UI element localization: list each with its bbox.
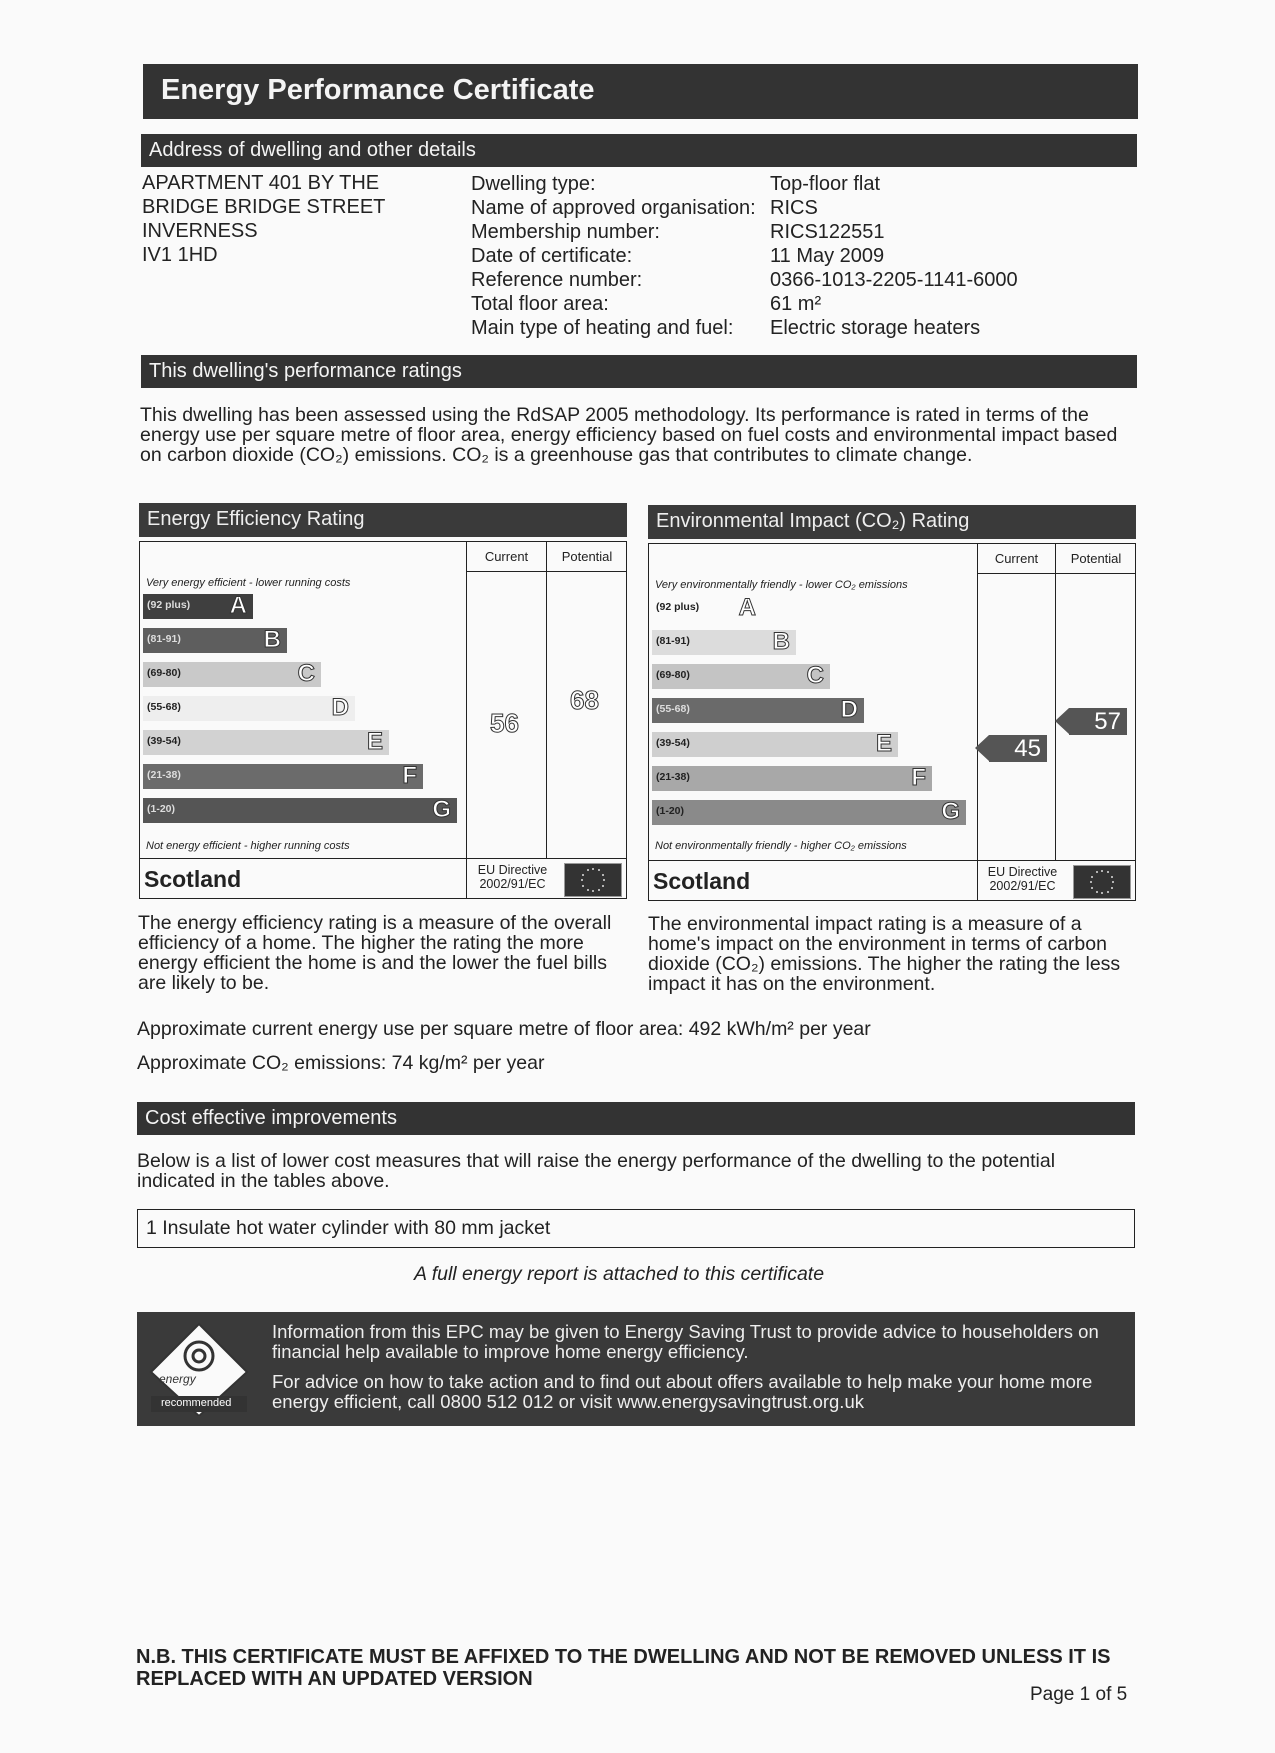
band-letter: B	[772, 628, 790, 655]
certificate-title-bar	[143, 64, 1138, 119]
band-range: (69-80)	[656, 669, 690, 681]
rating-band-b	[143, 628, 287, 653]
bottom-note: Not energy efficient - higher running costs	[146, 840, 350, 852]
eu-star-icon	[1112, 881, 1114, 883]
rating-band-c	[143, 662, 321, 687]
energy-rating-description: The energy efficiency rating is a measure of the overall efficiency of a home. The higher the rating the more energy efficient the home is and the lower the fuel bills are likely to be.	[138, 912, 612, 994]
top-note: Very energy efficient - lower running costs	[146, 577, 351, 589]
eu-star-icon	[1091, 887, 1093, 889]
top-note: Very environmentally friendly - lower CO₂ emissions	[655, 579, 908, 591]
environmental-impact-header: Environmental Impact (CO₂) Rating	[648, 505, 1136, 539]
eu-directive: EU Directive 2002/91/EC	[466, 859, 558, 899]
column-divider	[466, 571, 467, 858]
eu-star-icon	[581, 879, 583, 881]
eu-star-icon	[1096, 871, 1098, 873]
rating-band-d	[652, 698, 864, 723]
eu-star-icon	[1096, 891, 1098, 893]
column-divider	[546, 571, 547, 858]
est-info-text: Information from this EPC may be given to Energy Saving Trust to provide advice to householders on financial help available to improve home energy efficiency.	[272, 1321, 1099, 1362]
band-range: (1-20)	[147, 803, 176, 815]
energy-efficiency-header: Energy Efficiency Rating	[139, 503, 627, 537]
ratings-intro: This dwelling has been assessed using the RdSAP 2005 methodology. Its performance is rated in terms of the energy use per square metre of floor area, energy efficiency based on fuel costs and environmental impact based on carbon dioxide (CO₂) emissions. CO₂ is a greenhouse gas that contributes to climate change.	[140, 404, 1118, 466]
band-range: (81-91)	[656, 635, 690, 647]
details-values: Top-floor flat RICS RICS122551 11 May 2009 0366-1013-2205-1141-6000 61 m² Electric storage heaters	[770, 173, 1018, 339]
band-letter: F	[911, 764, 926, 791]
band-letter: E	[875, 730, 892, 757]
improvements-section-header: Cost effective improvements	[137, 1102, 1135, 1135]
rating-band-e	[652, 732, 898, 757]
rating-band-g	[652, 800, 966, 825]
band-letter: G	[941, 798, 960, 825]
energy-efficiency-chart	[139, 541, 627, 899]
band-letter: G	[432, 796, 451, 823]
eu-directive: EU Directive 2002/91/EC	[977, 861, 1067, 901]
rating-band-a	[143, 594, 253, 619]
environmental-impact-chart	[648, 543, 1136, 901]
panel-footer	[649, 860, 1135, 901]
band-range: (21-38)	[656, 771, 690, 783]
band-letter: A	[229, 592, 247, 619]
energy-saving-trust-box	[137, 1312, 1135, 1426]
eu-star-icon	[582, 885, 584, 887]
rating-band-d	[143, 696, 355, 721]
ratings-section-header: This dwelling's performance ratings	[141, 355, 1137, 388]
potential-rating-arrow: 57	[1069, 708, 1127, 735]
rating-band-c	[652, 664, 830, 689]
band-letter: F	[402, 762, 417, 789]
band-range: (81-91)	[147, 633, 181, 645]
band-range: (39-54)	[656, 737, 690, 749]
nb-notice: N.B. THIS CERTIFICATE MUST BE AFFIXED TO THE DWELLING AND NOT BE REMOVED UNLESS IT IS REPLACED WITH AN UPDATED VERSION	[136, 1646, 1111, 1690]
current-rating-arrow: 45	[989, 735, 1047, 762]
band-letter: E	[366, 728, 383, 755]
rating-band-f	[143, 764, 423, 789]
rating-band-b	[652, 630, 796, 655]
logo-word: energy	[159, 1372, 196, 1386]
band-range: (92 plus)	[656, 601, 700, 613]
current-column-header: Current	[977, 544, 1055, 574]
eu-star-icon	[587, 889, 589, 891]
eu-star-icon	[582, 874, 584, 876]
eu-flag-icon	[1073, 865, 1131, 899]
region-label: Scotland	[653, 868, 751, 894]
panel-footer	[140, 858, 626, 899]
energy-use-statement: Approximate current energy use per square metre of floor area: 492 kWh/m² per year	[137, 1018, 871, 1040]
eu-star-icon	[592, 868, 594, 870]
band-range: (21-38)	[147, 769, 181, 781]
eu-star-icon	[1111, 876, 1113, 878]
rating-band-e	[143, 730, 389, 755]
rating-band-g	[143, 798, 457, 823]
band-letter: C	[297, 660, 315, 687]
band-range: (92 plus)	[147, 599, 191, 611]
eu-star-icon	[603, 879, 605, 881]
potential-column-header: Potential	[546, 542, 627, 572]
improvements-intro: Below is a list of lower cost measures that will raise the energy performance of the dwelling to the potential indicated in the tables above.	[137, 1150, 1056, 1192]
eu-star-icon	[1101, 892, 1103, 894]
page-title: Energy Performance Certificate	[161, 74, 595, 106]
band-range: (69-80)	[147, 667, 181, 679]
band-letter: D	[331, 694, 349, 721]
band-range: (55-68)	[147, 701, 181, 713]
region-label: Scotland	[144, 866, 242, 892]
eu-star-icon	[1101, 870, 1103, 872]
band-range: (55-68)	[656, 703, 690, 715]
band-letter: D	[840, 696, 858, 723]
energy-saving-recommended-logo	[145, 1320, 253, 1416]
rating-band-a	[652, 596, 762, 621]
current-rating: 56	[490, 708, 519, 738]
band-letter: A	[738, 594, 756, 621]
rating-band-f	[652, 766, 932, 791]
eu-star-icon	[1111, 887, 1113, 889]
band-range: (39-54)	[147, 735, 181, 747]
column-divider	[977, 573, 978, 860]
eu-star-icon	[592, 890, 594, 892]
band-range: (1-20)	[656, 805, 685, 817]
bottom-note: Not environmentally friendly - higher CO₂ emissions	[655, 840, 907, 852]
details-labels: Dwelling type: Name of approved organisation: Membership number: Date of certificate: Reference number: Total floor area: Main type of heating and fuel:	[471, 173, 756, 339]
eu-star-icon	[587, 869, 589, 871]
eu-star-icon	[602, 874, 604, 876]
eu-star-icon	[602, 885, 604, 887]
eu-star-icon	[1091, 876, 1093, 878]
eu-star-icon	[598, 889, 600, 891]
improvement-item: 1 Insulate hot water cylinder with 80 mm jacket	[137, 1209, 1135, 1248]
eu-star-icon	[598, 869, 600, 871]
est-advice-text: For advice on how to take action and to find out about offers available to help make your home more energy efficient, call 0800 512 012 or visit www.energysavingtrust.org.uk	[272, 1371, 1093, 1412]
dwelling-address: APARTMENT 401 BY THE BRIDGE BRIDGE STREET INVERNESS IV1 1HD	[142, 172, 386, 266]
report-note: A full energy report is attached to this certificate	[414, 1263, 825, 1285]
eu-star-icon	[1090, 881, 1092, 883]
potential-rating: 68	[570, 685, 599, 715]
page-number: Page 1 of 5	[1030, 1684, 1128, 1705]
eu-flag-icon	[564, 863, 622, 897]
band-letter: B	[263, 626, 281, 653]
address-section-header: Address of dwelling and other details	[141, 134, 1137, 167]
eu-star-icon	[1107, 871, 1109, 873]
environment-rating-description: The environmental impact rating is a measure of a home's impact on the environment in terms of carbon dioxide (CO₂) emissions. The higher the rating the less impact it has on the environment.	[648, 913, 1121, 995]
band-letter: C	[806, 662, 824, 689]
current-column-header: Current	[466, 542, 546, 572]
co2-emissions-statement: Approximate CO₂ emissions: 74 kg/m² per year	[137, 1052, 545, 1074]
logo-tagline: recommended	[161, 1397, 232, 1409]
potential-column-header: Potential	[1055, 544, 1136, 574]
eu-star-icon	[1107, 891, 1109, 893]
